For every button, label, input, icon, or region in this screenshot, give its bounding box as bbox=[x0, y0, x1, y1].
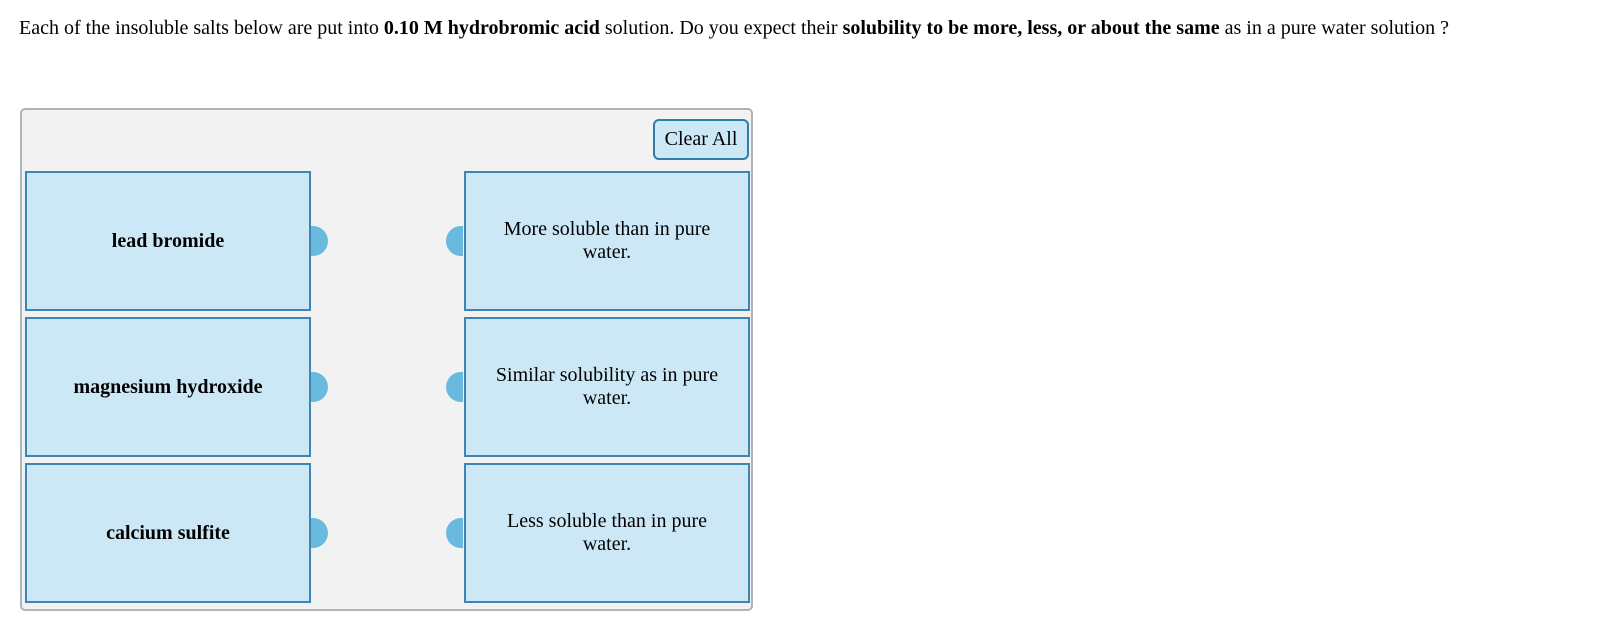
salt-item-label: magnesium hydroxide bbox=[73, 375, 263, 398]
salt-connector-handle[interactable] bbox=[311, 372, 328, 402]
question-bold-acid: 0.10 M hydrobromic acid bbox=[383, 17, 600, 39]
clear-all-button[interactable]: Clear All bbox=[653, 119, 749, 160]
question-part-3: as in a pure water solution ? bbox=[1219, 17, 1449, 39]
answer-item-more-soluble[interactable] bbox=[464, 171, 750, 311]
answer-connector-handle[interactable] bbox=[446, 226, 463, 256]
answer-connector-handle[interactable] bbox=[446, 518, 463, 548]
salt-item-label: calcium sulfite bbox=[106, 521, 230, 544]
matching-panel bbox=[20, 108, 753, 611]
salt-item-calcium-sulfite[interactable] bbox=[25, 463, 311, 603]
salt-connector-handle[interactable] bbox=[311, 226, 328, 256]
answer-item-label: More soluble than in pure water. bbox=[503, 218, 711, 263]
question-text bbox=[19, 14, 1599, 42]
salt-connector-handle[interactable] bbox=[311, 518, 328, 548]
salt-item-lead-bromide[interactable] bbox=[25, 171, 311, 311]
answer-item-less-soluble[interactable] bbox=[464, 463, 750, 603]
salt-item-label: lead bromide bbox=[111, 229, 225, 252]
answer-connector-handle[interactable] bbox=[446, 372, 463, 402]
question-part-1: Each of the insoluble salts below are put into bbox=[19, 17, 384, 39]
question-bold-solubility: solubility to be more, less, or about the same bbox=[842, 17, 1220, 39]
answer-item-label: Similar solubility as in pure water. bbox=[495, 364, 719, 409]
question-part-2: solution. Do you expect their bbox=[599, 17, 843, 39]
salt-item-magnesium-hydroxide[interactable] bbox=[25, 317, 311, 457]
answer-item-similar-solubility[interactable] bbox=[464, 317, 750, 457]
answer-item-label: Less soluble than in pure water. bbox=[507, 510, 707, 555]
